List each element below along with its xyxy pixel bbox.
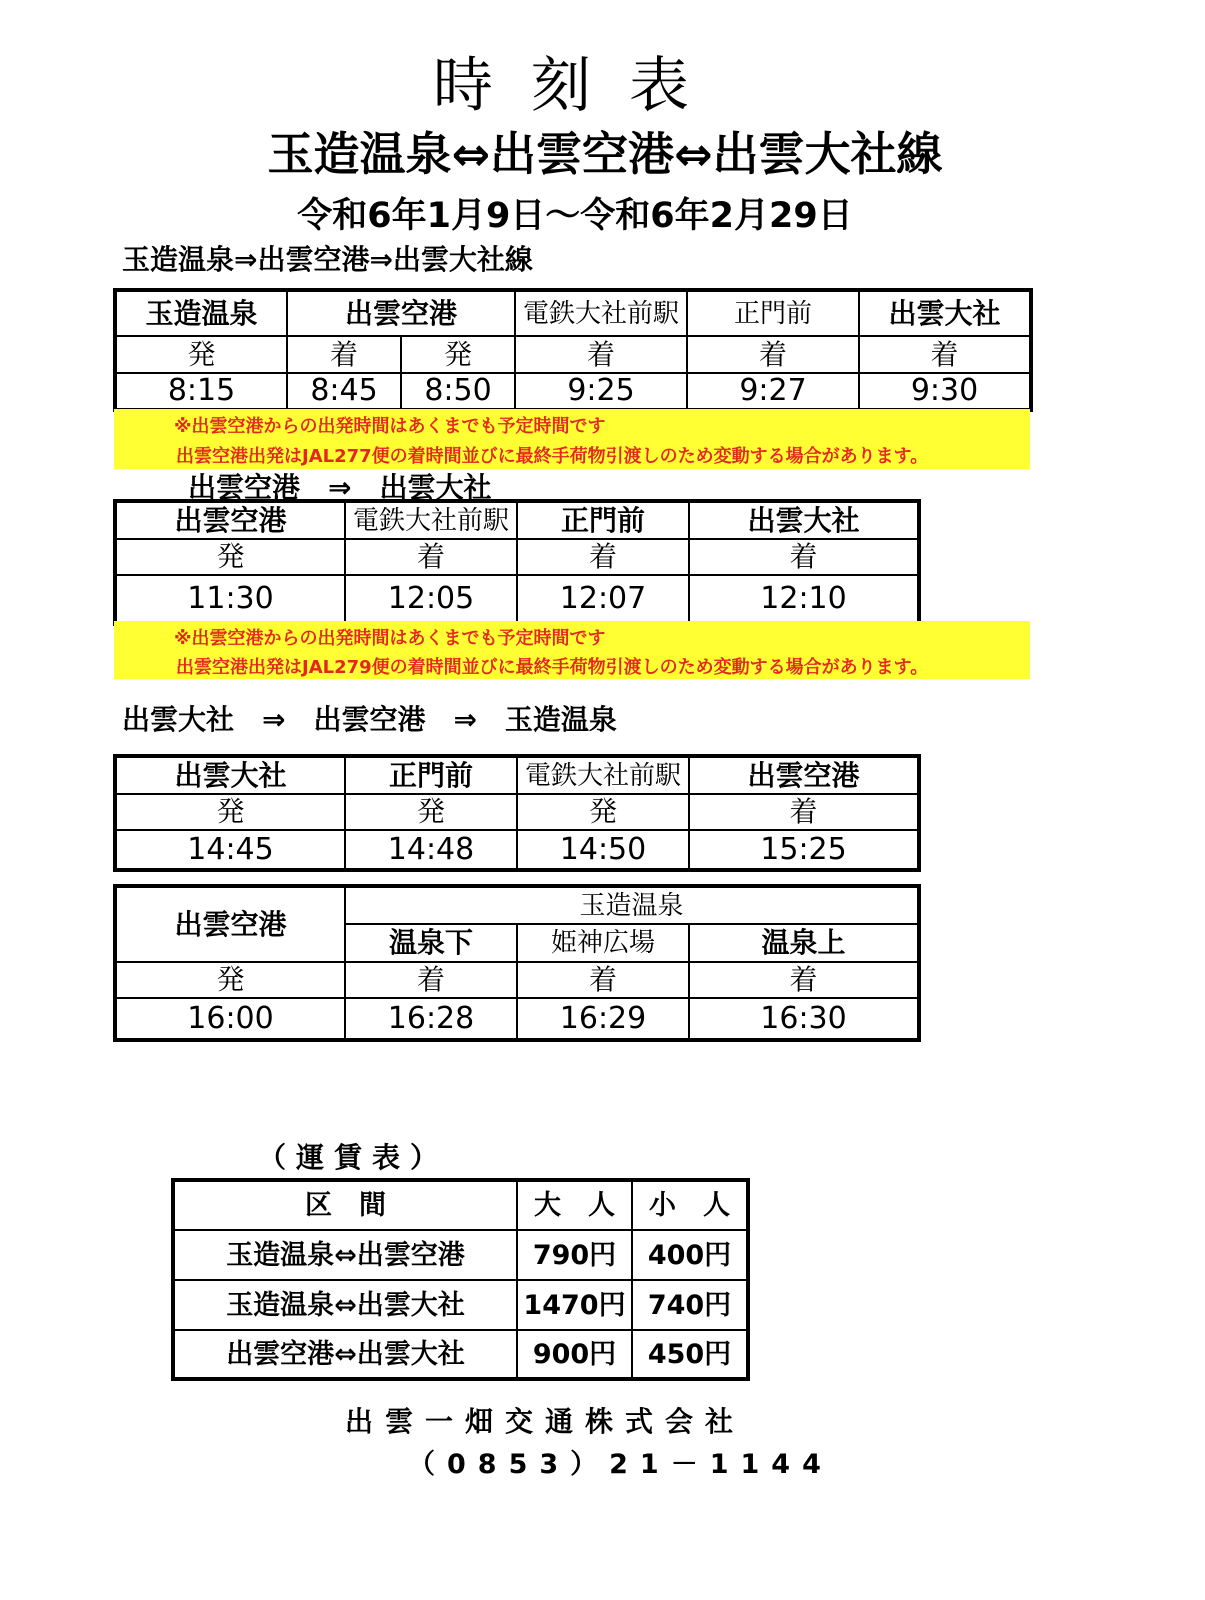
stop-name: 出雲大社	[689, 501, 919, 539]
time-cell: 14:48	[345, 830, 517, 870]
time-cell: 14:50	[517, 830, 689, 870]
stop-name: 正門前	[687, 290, 859, 336]
fare-table	[171, 1178, 750, 1381]
event-label: 発	[115, 962, 345, 998]
fare-adult: 1470円	[517, 1280, 632, 1330]
stop-name: 出雲空港	[115, 501, 345, 539]
page-title: 時刻表	[433, 51, 727, 121]
stop-name: 姫神広場	[517, 924, 689, 962]
notice-line: ※出雲空港からの出発時間はあくまでも予定時間です	[174, 628, 606, 649]
section1-heading: 玉造温泉⇒出雲空港⇒出雲大社線	[122, 243, 533, 276]
notice-line: ※出雲空港からの出発時間はあくまでも予定時間です	[174, 416, 606, 437]
time-cell: 12:05	[345, 575, 517, 624]
time-cell: 16:28	[345, 998, 517, 1040]
event-label: 着	[517, 539, 689, 575]
company-name: 出雲一畑交通株式会社	[345, 1405, 746, 1438]
stop-name: 出雲空港	[115, 886, 345, 962]
event-label: 発	[115, 539, 345, 575]
section4-timetable	[113, 884, 921, 1042]
section3-timetable	[113, 754, 921, 872]
fare-adult: 790円	[517, 1230, 632, 1280]
time-cell: 9:27	[687, 373, 859, 410]
fare-adult: 900円	[517, 1330, 632, 1379]
stop-name: 電鉄大社前駅	[517, 756, 689, 794]
stop-name: 正門前	[517, 501, 689, 539]
stop-name: 出雲大社	[115, 756, 345, 794]
fare-child: 740円	[632, 1280, 748, 1330]
stop-name: 電鉄大社前駅	[515, 290, 687, 336]
stop-name: 電鉄大社前駅	[345, 501, 517, 539]
fare-header: 大 人	[517, 1180, 632, 1230]
fare-caption: （運賃表）	[258, 1141, 449, 1174]
event-label: 着	[687, 336, 859, 373]
section2-notice	[114, 621, 1030, 679]
time-cell: 16:30	[689, 998, 919, 1040]
event-label: 着	[515, 336, 687, 373]
stop-name: 出雲空港	[689, 756, 919, 794]
section1-timetable	[113, 288, 1033, 412]
event-label: 着	[345, 539, 517, 575]
section2-timetable	[113, 499, 921, 626]
event-label: 着	[689, 962, 919, 998]
fare-route: 出雲空港⇔出雲大社	[173, 1330, 517, 1379]
time-cell: 16:00	[115, 998, 345, 1040]
fare-route: 玉造温泉⇔出雲大社	[173, 1280, 517, 1330]
fare-header: 小 人	[632, 1180, 748, 1230]
event-label: 着	[517, 962, 689, 998]
event-label: 発	[345, 794, 517, 830]
fare-child: 450円	[632, 1330, 748, 1379]
time-cell: 9:30	[859, 373, 1031, 410]
route-title: 玉造温泉⇔出雲空港⇔出雲大社線	[267, 127, 943, 181]
time-cell: 9:25	[515, 373, 687, 410]
event-label: 着	[689, 794, 919, 830]
fare-route: 玉造温泉⇔出雲空港	[173, 1230, 517, 1280]
stop-name: 出雲空港	[287, 290, 515, 336]
stop-group-name: 玉造温泉	[345, 886, 919, 924]
time-cell: 14:45	[115, 830, 345, 870]
notice-line: 出雲空港出発はJAL279便の着時間並びに最終手荷物引渡しのため変動する場合があります。	[176, 657, 929, 678]
time-cell: 8:15	[115, 373, 287, 410]
stop-name: 正門前	[345, 756, 517, 794]
stop-name: 温泉上	[689, 924, 919, 962]
event-label: 着	[345, 962, 517, 998]
time-cell: 12:10	[689, 575, 919, 624]
stop-name: 出雲大社	[859, 290, 1031, 336]
event-label: 着	[859, 336, 1031, 373]
notice-line: 出雲空港出発はJAL277便の着時間並びに最終手荷物引渡しのため変動する場合があります。	[176, 446, 929, 467]
section1-notice	[114, 409, 1030, 469]
phone-number: （0853）21－1144	[408, 1449, 833, 1480]
event-label: 発	[401, 336, 515, 373]
time-cell: 8:50	[401, 373, 515, 410]
event-label: 着	[287, 336, 401, 373]
validity-period: 令和6年1月9日～令和6年2月29日	[297, 196, 853, 236]
event-label: 発	[115, 336, 287, 373]
fare-header: 区 間	[173, 1180, 517, 1230]
time-cell: 11:30	[115, 575, 345, 624]
stop-name: 温泉下	[345, 924, 517, 962]
fare-child: 400円	[632, 1230, 748, 1280]
event-label: 発	[517, 794, 689, 830]
stop-name: 玉造温泉	[115, 290, 287, 336]
section3-heading: 出雲大社 ⇒ 出雲空港 ⇒ 玉造温泉	[122, 703, 617, 736]
event-label: 着	[689, 539, 919, 575]
section2-heading: 出雲空港 ⇒ 出雲大社	[188, 471, 492, 504]
time-cell: 16:29	[517, 998, 689, 1040]
time-cell: 8:45	[287, 373, 401, 410]
time-cell: 15:25	[689, 830, 919, 870]
time-cell: 12:07	[517, 575, 689, 624]
event-label: 発	[115, 794, 345, 830]
